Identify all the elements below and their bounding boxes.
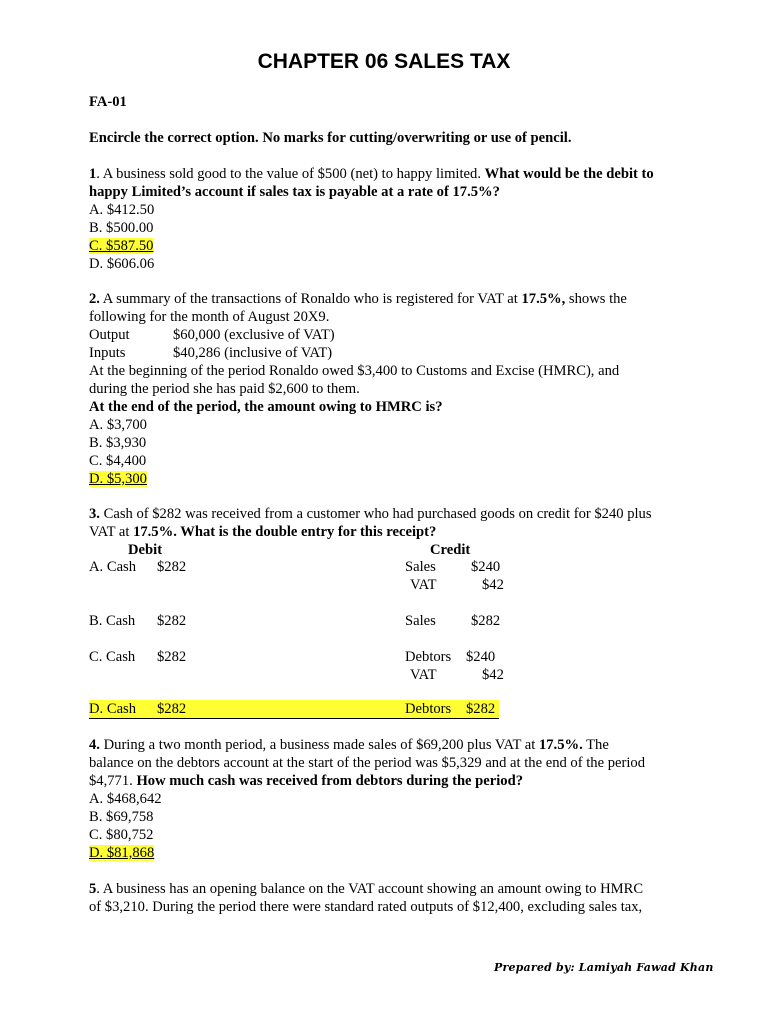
- q2-answer-highlight: D. $5,300: [89, 471, 147, 487]
- q3-a-debit: $282: [157, 559, 187, 575]
- q3-credit-header: Credit: [430, 542, 471, 558]
- q2-line-3: At the beginning of the period Ronaldo owed $3,400 to Customs and Excise (HMRC), and: [89, 363, 620, 379]
- q3-c-credit-1-value: $240: [466, 649, 496, 665]
- q3-a-label: A. Cash: [89, 559, 137, 575]
- q3-c-debit: $282: [157, 649, 187, 665]
- q1-answer-highlight: C. $587.50: [89, 238, 154, 254]
- q4-line-3: $4,771. How much cash was received from debtors during the period?: [89, 773, 524, 789]
- q2-inputs-row: Inputs $40,286 (inclusive of VAT): [89, 345, 333, 361]
- q1-option-d: D. $606.06: [89, 256, 155, 272]
- q3-a-credit-1-value: $240: [471, 559, 501, 575]
- q3-c-credit-2-value: $42: [482, 667, 504, 683]
- q2-option-c: C. $4,400: [89, 453, 147, 469]
- page-title: CHAPTER 06 SALES TAX: [257, 50, 511, 73]
- q5-line-1: 5. A business has an opening balance on the VAT account showing an amount owing to HMRC: [89, 881, 644, 897]
- footer-author: Prepared by: Lamiyah Fawad Khan: [494, 961, 714, 974]
- q1-line-2: happy Limited’s account if sales tax is payable at a rate of 17.5%?: [89, 184, 500, 200]
- q3-d-credit-1: Debtors: [405, 701, 452, 717]
- q2-option-a: A. $3,700: [89, 417, 147, 433]
- q2-output-row: Output $60,000 (exclusive of VAT): [89, 327, 335, 343]
- q3-a-credit-2-value: $42: [482, 577, 504, 593]
- q3-d-label: D. Cash: [89, 701, 137, 717]
- q3-d-debit: $282: [157, 701, 187, 717]
- q2-line-1: 2. A summary of the transactions of Ronaldo who is registered for VAT at 17.5%, shows the: [89, 291, 627, 307]
- q1-line-1: 1. A business sold good to the value of $500 (net) to happy limited. What would be the debit to: [89, 166, 654, 182]
- q3-b-credit-1-value: $282: [471, 613, 501, 629]
- q2-line-2: following for the month of August 20X9.: [89, 309, 330, 325]
- q4-option-d: [89, 844, 154, 862]
- q3-b-debit: $282: [157, 613, 187, 629]
- q2-option-d: [89, 470, 147, 488]
- q2-option-b: B. $3,930: [89, 435, 147, 451]
- q4-option-b: B. $69,758: [89, 809, 154, 825]
- q4-answer-highlight: D. $81,868: [89, 845, 155, 861]
- q2-line-4: during the period she has paid $2,600 to them.: [89, 381, 360, 397]
- q2-question: At the end of the period, the amount owing to HMRC is?: [89, 399, 443, 415]
- q1-option-c: [89, 237, 153, 255]
- q1-option-a: A. $412.50: [89, 202, 155, 218]
- q4-line-1: 4. During a two month period, a business made sales of $69,200 plus VAT at 17.5%. The: [89, 737, 609, 753]
- q3-debit-header: Debit: [128, 542, 163, 558]
- q3-a-credit-1: Sales: [405, 559, 436, 575]
- q3-c-label: C. Cash: [89, 649, 136, 665]
- q3-c-credit-1: Debtors: [405, 649, 452, 665]
- q3-b-label: B. Cash: [89, 613, 136, 629]
- instruction: Encircle the correct option. No marks for cutting/overwriting or use of pencil.: [89, 130, 572, 146]
- q3-b-credit-1: Sales: [405, 613, 436, 629]
- q3-c-credit-2: VAT: [410, 667, 437, 683]
- q5-line-2: of $3,210. During the period there were standard rated outputs of $12,400, excluding sales tax,: [89, 899, 643, 915]
- q3-a-credit-2: VAT: [410, 577, 437, 593]
- q4-line-2: balance on the debtors account at the start of the period was $5,329 and at the end of the period: [89, 755, 645, 771]
- q4-option-c: C. $80,752: [89, 827, 154, 843]
- question-set-code: FA-01: [89, 94, 127, 110]
- q4-option-a: A. $468,642: [89, 791, 162, 807]
- q1-option-b: B. $500.00: [89, 220, 154, 236]
- q3-d-credit-1-value: $282: [466, 701, 496, 717]
- q3-line-2: VAT at 17.5%. What is the double entry for this receipt?: [89, 524, 437, 540]
- q3-line-1: 3. Cash of $282 was received from a customer who had purchased goods on credit for $240 plus: [89, 506, 652, 522]
